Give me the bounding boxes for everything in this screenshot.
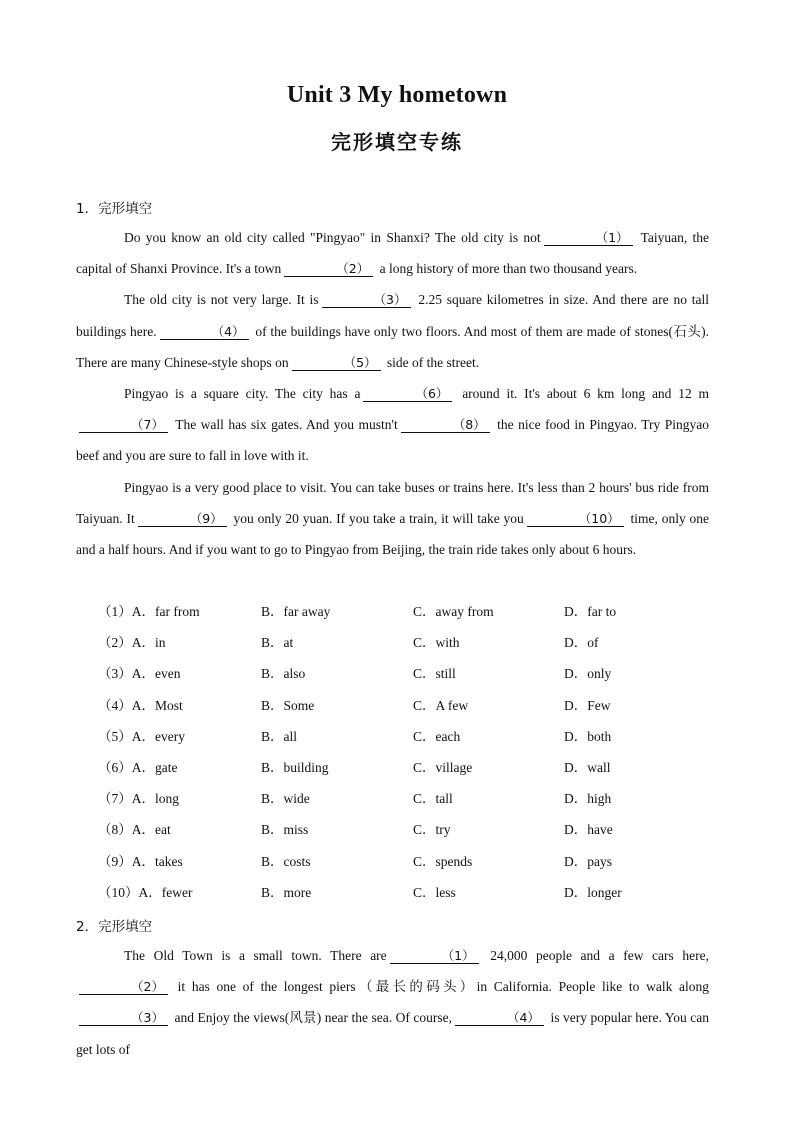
- option-d[interactable]: D．high: [564, 791, 612, 807]
- option-b[interactable]: B．more: [261, 884, 312, 900]
- option-d[interactable]: D．only: [564, 666, 612, 682]
- option-c[interactable]: C．still: [413, 666, 456, 682]
- option-a[interactable]: （7）A．long: [98, 791, 179, 807]
- option-a[interactable]: （8）A．eat: [98, 822, 171, 838]
- blank-5[interactable]: （5）: [292, 356, 381, 371]
- option-c[interactable]: C．with: [413, 635, 460, 651]
- option-b[interactable]: B．also: [261, 666, 306, 682]
- option-b[interactable]: B．wide: [261, 791, 310, 807]
- page-subtitle: 完形填空专练: [331, 130, 463, 154]
- option-a[interactable]: （5）A．every: [98, 728, 185, 744]
- q1-paragraph-4: Pingyao is a very good place to visit. You can take buses or trains here. It's less than 2 hours' bus ride from Taiyuan. It （9） you only 20 yuan. If you take a train, it will take you （10） time, only one and a half hours. And if you want to go to Pingyao from Beijing, the train ride takes only about 6 hours.: [76, 479, 710, 558]
- question-2-label: 2．完形填空: [76, 919, 153, 935]
- option-c[interactable]: C．A few: [413, 697, 469, 713]
- option-b[interactable]: B．all: [261, 728, 297, 744]
- q1-paragraph-1: Do you know an old city called "Pingyao" in Shanxi? The old city is not （1） Taiyuan, the capital of Shanxi Province. It's a town （2） a long history of more than two thousand years.: [76, 230, 709, 277]
- option-d[interactable]: D．far to: [564, 604, 617, 619]
- option-d[interactable]: D．pays: [564, 853, 612, 869]
- blank-2[interactable]: （2）: [284, 262, 373, 277]
- blank-8[interactable]: （8）: [401, 418, 490, 433]
- option-b[interactable]: B．Some: [261, 697, 315, 713]
- option-d[interactable]: D．of: [564, 635, 599, 651]
- page-title: Unit 3 My hometown: [286, 82, 508, 108]
- blank-9[interactable]: （9）: [138, 512, 227, 527]
- blank-1[interactable]: （1）: [544, 231, 633, 246]
- option-a[interactable]: （4）A．Most: [98, 697, 183, 713]
- question-1-label: 1．完形填空: [76, 201, 153, 217]
- option-a[interactable]: （9）A．takes: [98, 853, 183, 869]
- option-a[interactable]: （1）A．far from: [98, 604, 200, 619]
- blank-7[interactable]: （7）: [79, 418, 168, 433]
- option-b[interactable]: B．far away: [261, 604, 331, 619]
- option-a[interactable]: （2）A．in: [98, 635, 166, 651]
- option-b[interactable]: B．at: [261, 635, 294, 651]
- option-c[interactable]: C．village: [413, 759, 473, 775]
- option-d[interactable]: D．have: [564, 822, 613, 838]
- option-c[interactable]: C．away from: [413, 604, 494, 619]
- option-b[interactable]: B．costs: [261, 853, 311, 869]
- blank-3[interactable]: （3）: [79, 1011, 168, 1026]
- blank-2[interactable]: （2）: [79, 980, 168, 995]
- q1-paragraph-2: The old city is not very large. It is （3） 2.25 square kilometres in size. And there are no tall buildings here. （4） of the buildings have only two floors. And most of them are made of stones(石头). There are many Chinese-style shops on （5） side of the street.: [76, 292, 709, 370]
- q1-paragraph-3: Pingyao is a square city. The city has a （6） around it. It's about 6 km long and 12 m（7） The wall has six gates. And you mustn't （8） the nice food in Pingyao. Try Pingyao beef and you are sure to fall in love with it.: [76, 386, 709, 464]
- option-b[interactable]: B．miss: [261, 822, 309, 838]
- option-c[interactable]: C．each: [413, 728, 461, 744]
- option-c[interactable]: C．spends: [413, 853, 473, 869]
- blank-3[interactable]: （3）: [322, 293, 411, 308]
- question-2-passage: [76, 940, 709, 1065]
- blank-4[interactable]: （4）: [160, 325, 249, 340]
- blank-4[interactable]: （4）: [455, 1011, 544, 1026]
- q2-paragraph-1: The Old Town is a small town. There are （1） 24,000 people and a few cars here,（2） it has one of the longest piers（最长的码头）in California. People like to walk along（3） and Enjoy the views(风景) near the sea. Of course, （4） is very popular here. You can get lots of: [76, 948, 710, 1057]
- option-a[interactable]: （10）A．fewer: [98, 884, 193, 900]
- option-a[interactable]: （6）A．gate: [98, 759, 178, 775]
- blank-1[interactable]: （1）: [390, 949, 479, 964]
- option-d[interactable]: D．wall: [564, 759, 611, 775]
- option-d[interactable]: D．longer: [564, 884, 622, 900]
- option-a[interactable]: （3）A．even: [98, 666, 181, 682]
- option-d[interactable]: D．both: [564, 728, 612, 744]
- option-c[interactable]: C．less: [413, 884, 456, 900]
- option-c[interactable]: C．tall: [413, 791, 453, 807]
- question-1-passage: [76, 222, 709, 565]
- option-b[interactable]: B．building: [261, 759, 329, 775]
- option-c[interactable]: C．try: [413, 822, 451, 838]
- option-d[interactable]: D．Few: [564, 697, 611, 713]
- blank-6[interactable]: （6）: [363, 387, 452, 402]
- blank-10[interactable]: （10）: [527, 512, 624, 527]
